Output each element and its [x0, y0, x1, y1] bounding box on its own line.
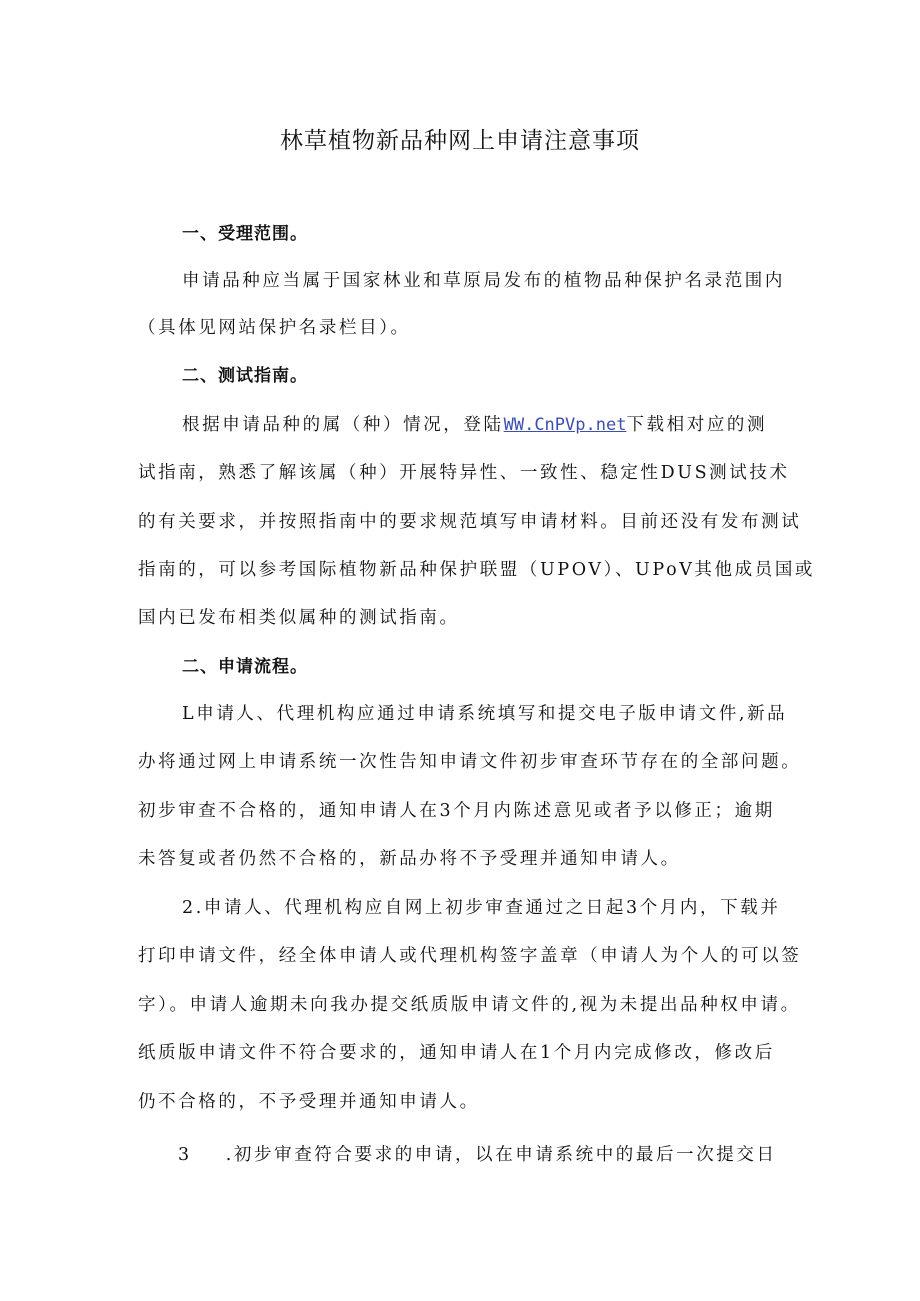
page-title: 林草植物新品种网上申请注意事项: [280, 128, 640, 154]
section-heading-process: 二、申请流程。: [182, 657, 308, 677]
paragraph-line: [178, 1143, 794, 1167]
paragraph-line: 申请品种应当属于国家林业和草原局发布的植物品种保护名录范围内: [182, 271, 785, 291]
paragraph-line: 的有关要求，并按照指南中的要求规范填写申请材料。目前还没有发布测试: [138, 512, 802, 532]
paragraph-line: 试指南，熟悉了解该属（种）开展特异性、一致性、稳定性DUS测试技术: [138, 463, 790, 483]
paragraph-line: 字）。申请人逾期未向我办提交纸质版申请文件的,视为未提出品种权申请。: [138, 995, 801, 1015]
paragraph-line: 2.申请人、代理机构应自网上初步审查通过之日起3个月内，下载并: [182, 898, 781, 918]
paragraph-line: 指南的，可以参考国际植物新品种保护联盟（UPOV）、UPoV其他成员国或: [138, 560, 816, 580]
paragraph-line: 打印申请文件，经全体申请人或代理机构签字盖章（申请人为个人的可以签: [138, 946, 802, 966]
paragraph-line: [182, 413, 798, 437]
paragraph-line: 仍不合格的，不予受理并通知申请人。: [138, 1092, 480, 1112]
paragraph-line: 纸质版申请文件不符合要求的，通知申请人在1个月内完成修改，修改后: [138, 1043, 775, 1063]
website-link[interactable]: WW.CnPVp.net: [503, 415, 627, 435]
paragraph-line: 国内已发布相类似属种的测试指南。: [138, 608, 460, 628]
paragraph-line: 初步审查不合格的，通知申请人在3个月内陈述意见或者予以修正；逾期: [138, 801, 775, 821]
paragraph-line: L申请人、代理机构应通过申请系统填写和提交电子版申请文件,新品: [182, 704, 788, 724]
paragraph-line: （具体见网站保护名录栏目）。: [138, 318, 411, 338]
paragraph-text: 下载相对应的测: [626, 415, 768, 435]
paragraph-line: 未答复或者仍然不合格的，新品办将不予受理并通知申请人。: [138, 849, 681, 869]
paragraph-text: 根据申请品种的属（种）情况，登陆: [182, 415, 504, 435]
paragraph-text: .初步审查符合要求的申请，以在申请系统中的最后一次提交日: [225, 1145, 777, 1165]
section-heading-scope: 一、受理范围。: [182, 224, 308, 244]
list-number: 3: [178, 1145, 192, 1165]
section-heading-guide: 二、测试指南。: [182, 366, 308, 386]
paragraph-line: 办将通过网上申请系统一次性告知申请文件初步审查环节存在的全部问题。: [138, 752, 802, 772]
